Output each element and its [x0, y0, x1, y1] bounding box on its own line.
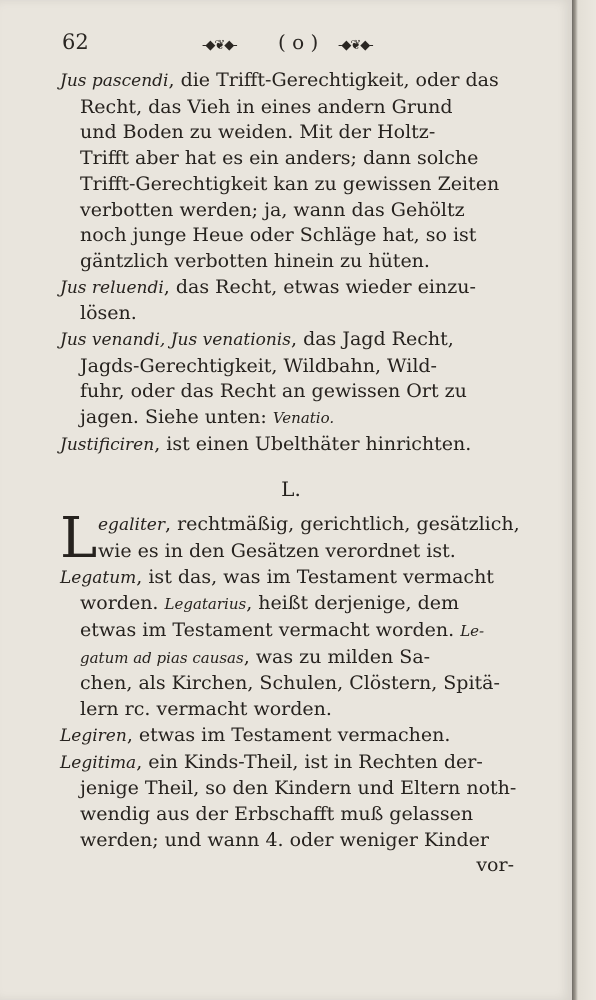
- entry-line-text: worden.: [80, 592, 159, 615]
- drop-cap: L: [60, 506, 98, 572]
- section-heading-l: L.: [281, 476, 301, 501]
- ornament-left: -◆❦◆-: [202, 38, 237, 53]
- entry-legiren: [60, 723, 522, 750]
- entry-line: gäntzlich verbotten hinein zu hüten.: [80, 249, 430, 272]
- entry-line: [60, 405, 522, 432]
- ornament-right: -◆❦◆-: [338, 38, 373, 53]
- entry-line: Trifft-Gerechtigkeit kan zu gewissen Zeiten: [80, 172, 500, 195]
- entry-legitima: [60, 750, 522, 854]
- sub-term: Le-: [460, 622, 485, 641]
- see-also-reference: Venatio.: [272, 409, 335, 428]
- sub-term: gatum ad pias causas: [80, 648, 244, 667]
- entry-line: werden; und wann 4. oder weniger Kinder: [80, 828, 489, 851]
- entry-term: Jus reluendi: [60, 277, 164, 298]
- entry-line: wie es in den Gesätzen verordnet ist.: [98, 539, 456, 562]
- entry-line: lösen.: [80, 302, 137, 325]
- entry-line: jenige Theil, so den Kindern und Eltern noth-: [80, 777, 517, 800]
- entry-line: wendig aus der Erbschafft muß gelassen: [80, 802, 474, 825]
- entry-line-text: , was zu milden Sa-: [243, 645, 431, 668]
- entry-line: , etwas im Testament vermachen.: [126, 723, 451, 746]
- page-number: 62: [62, 30, 89, 54]
- entry-term: Jus venandi, Jus venationis: [60, 330, 291, 351]
- entry-line: , ist einen Ubelthäter hinrichten.: [154, 432, 472, 455]
- entry-line-text: jagen. Siehe unten:: [80, 406, 267, 429]
- entry-line: verbotten werden; ja, wann das Gehöltz: [80, 198, 465, 221]
- entry-term: Jus pascendi: [60, 71, 169, 91]
- entry-line: , die Trifft-Gerechtigkeit, oder das: [168, 69, 499, 91]
- entry-term: Legitima: [60, 752, 137, 773]
- entry-line: , ist das, was im Testament vermacht: [136, 565, 494, 588]
- entry-line: Jagds-Gerechtigkeit, Wildbahn, Wild-: [80, 354, 437, 377]
- sub-term: Legatarius: [164, 595, 247, 614]
- entry-term: Justificiren: [60, 434, 155, 455]
- entry-legaliter: [60, 506, 522, 572]
- page-text: [60, 68, 522, 879]
- entry-line: , ein Kinds-Theil, ist in Rechten der-: [136, 750, 483, 773]
- entry-term: Legatum: [60, 567, 137, 588]
- entry-line: [60, 618, 522, 645]
- entry-line: , das Recht, etwas wieder einzu-: [163, 275, 476, 298]
- entry-line: chen, als Kirchen, Schulen, Clöstern, Spitä-: [80, 672, 500, 695]
- entry-line-text: , heißt derjenige, dem: [246, 592, 460, 615]
- entry-justificiren: [60, 432, 522, 459]
- entry-line: , das Jagd Recht,: [290, 328, 454, 351]
- entry-line: und Boden zu weiden. Mit der Holtz-: [80, 121, 436, 144]
- entry-jus-reluendi: [60, 275, 522, 327]
- page-header: [62, 30, 522, 64]
- entry-line: fuhr, oder das Recht an gewissen Ort zu: [80, 380, 467, 403]
- entry-line: lern rc. vermacht worden.: [80, 698, 332, 721]
- entry-line: [60, 591, 522, 618]
- entry-line: Trifft aber hat es ein anders; dann solche: [80, 147, 479, 170]
- entry-line: Recht, das Vieh in eines andern Grund: [80, 95, 453, 118]
- next-page-edge: [572, 0, 596, 1000]
- entry-line-text: etwas im Testament vermacht worden.: [80, 619, 455, 642]
- header-signature: ( o ): [278, 30, 319, 54]
- entry-legatum: [60, 565, 522, 723]
- entry-term: egaliter: [98, 515, 165, 536]
- entry-term: Legiren: [60, 725, 127, 746]
- catchword: vor-: [476, 854, 514, 877]
- entry-line: , rechtmäßig, gerichtlich, gesätzlich,: [164, 513, 520, 536]
- entry-line: [60, 645, 522, 672]
- entry-jus-pascendi: [60, 68, 522, 275]
- entry-line: noch junge Heue oder Schläge hat, so ist: [80, 224, 477, 247]
- entry-jus-venandi: [60, 327, 522, 432]
